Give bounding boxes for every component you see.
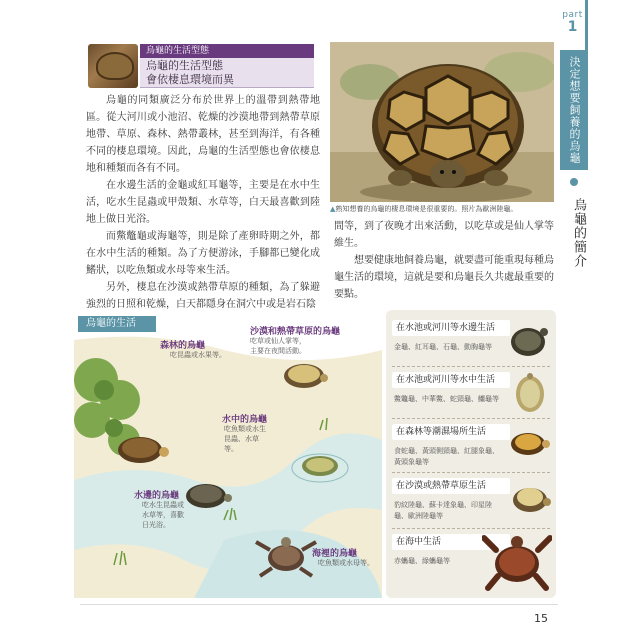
label-sea: 海裡的烏龜: [312, 549, 358, 559]
panel-desc: 豹紋陸龜、蘇卡達象龜、印星陸龜、歐洲陸龜等: [394, 501, 492, 520]
label-water: 水中的烏龜: [222, 415, 268, 425]
softshell-turtle-icon: [510, 372, 550, 416]
part-label: part: [562, 10, 583, 20]
panel-heading: 在水池或河川等水邊生活: [392, 320, 510, 336]
sea-turtle-icon: [482, 530, 552, 594]
panel-desc: 金龜、紅耳龜、石龜、動胸龜等: [394, 343, 492, 351]
tortoise-photo: [330, 42, 554, 202]
illustration-title: 烏龜的生活: [78, 316, 156, 332]
panel-heading: 在沙漠或熱帶草原生活: [392, 478, 510, 494]
panel-heading: 在水池或河川等水中生活: [392, 372, 510, 388]
panel-heading: 在海中生活: [392, 534, 510, 550]
paragraph: 另外，棲息在沙漠或熱帶草原的種類，為了躲避強烈的日照和乾燥，白天都隱身在洞穴中或是岩石陰: [86, 282, 320, 310]
box-turtle-icon: [508, 426, 552, 460]
panel-desc: 鱉鼈龜、中華鱉、蛇頸龜、鱷龜等: [394, 395, 499, 403]
triangle-icon: ▲: [330, 205, 336, 213]
tortoise-photo-image: [330, 42, 554, 202]
habitat-illustration: [74, 310, 382, 598]
page-number: 15: [534, 612, 548, 625]
label-forest-desc: 吃昆蟲或水果等。: [170, 351, 226, 359]
habitat-summary-panel: [386, 310, 556, 598]
tortoise-thumbnail: [88, 44, 138, 88]
label-forest: 森林的烏龜: [160, 341, 206, 351]
section-header: [88, 44, 314, 88]
paragraph: 間等，到了夜晚才出來活動，以吃草或是仙人掌等維生。: [334, 221, 554, 249]
paragraph: 在水邊生活的金龜或紅耳龜等，主要是在水中生活，吃水生昆蟲或甲殼類、水草等，白天最喜歡到陸地上做日光浴。: [86, 180, 320, 225]
paragraph: 而鱉鼈龜或海龜等，則是除了產卵時期之外，都在水中生活的種類。為了方便游泳，手腳都已變化成鰭狀，以吃魚類或水母等來生活。: [86, 231, 320, 276]
divider: [392, 528, 550, 529]
header-tag: 烏龜的生活型態: [140, 44, 314, 58]
pond-turtle-icon: [508, 318, 550, 362]
part-number: 1: [567, 19, 578, 35]
panel-desc: 食蛇龜、黃頭側頸龜、紅腿象龜、黃頭象龜等: [394, 447, 499, 466]
header-title: [140, 58, 314, 88]
section-title: 烏龜的簡介: [571, 198, 586, 268]
tortoise-icon: [510, 480, 552, 514]
paragraph: 想要健康地飼養烏龜，就要盡可能重現每種烏龜生活的環境，這就是要和烏龜長久共處最重要的要點。: [334, 255, 554, 300]
body-text-right: [334, 218, 554, 303]
label-water-desc: 吃魚類或水生昆蟲、水草等。: [224, 425, 266, 453]
footer-rule: [80, 604, 558, 605]
divider: [392, 472, 550, 473]
panel-desc: 赤蠵龜、綠蠵龜等: [394, 557, 450, 565]
header-title-line2: 會依棲息環境而異: [146, 73, 234, 86]
label-desert: 沙漠和熱帶草原的烏龜: [250, 327, 341, 337]
header-title-line1: 烏龜的生活型態: [146, 59, 223, 72]
chapter-tab: [560, 0, 588, 600]
paragraph: 烏龜的同類廣泛分布於世界上的溫帶到熱帶地區。從大河川或小池沼、乾燥的沙漠地帶到熱帶草原地帶、草原、森林、熱帶叢林，甚至到海洋，有各種不同的棲息環境。因此，烏龜的生活型態也會依棲息地和種類而各有不同。: [86, 95, 320, 174]
caption-text: 熟知想養的烏龜的棲息環境是很重要的。照片為歐洲陸龜。: [335, 205, 518, 213]
divider: [392, 418, 550, 419]
panel-heading: 在森林等潮濕場所生活: [392, 424, 510, 440]
divider: [392, 366, 550, 367]
label-sea-desc: 吃魚類或水母等。: [318, 559, 374, 567]
body-text: [86, 92, 320, 313]
photo-caption: [330, 204, 556, 214]
chapter-title: 決定想要飼養的烏龜: [560, 50, 588, 170]
part-marker: [560, 0, 588, 50]
label-waterside-desc: 吃水生昆蟲或水草等，喜歡日光浴。: [142, 501, 184, 529]
bullet-dot-icon: [570, 178, 578, 186]
label-waterside: 水邊的烏龜: [134, 491, 180, 501]
label-desert-desc: 吃草或仙人掌等，主要在夜間活動。: [250, 337, 306, 355]
